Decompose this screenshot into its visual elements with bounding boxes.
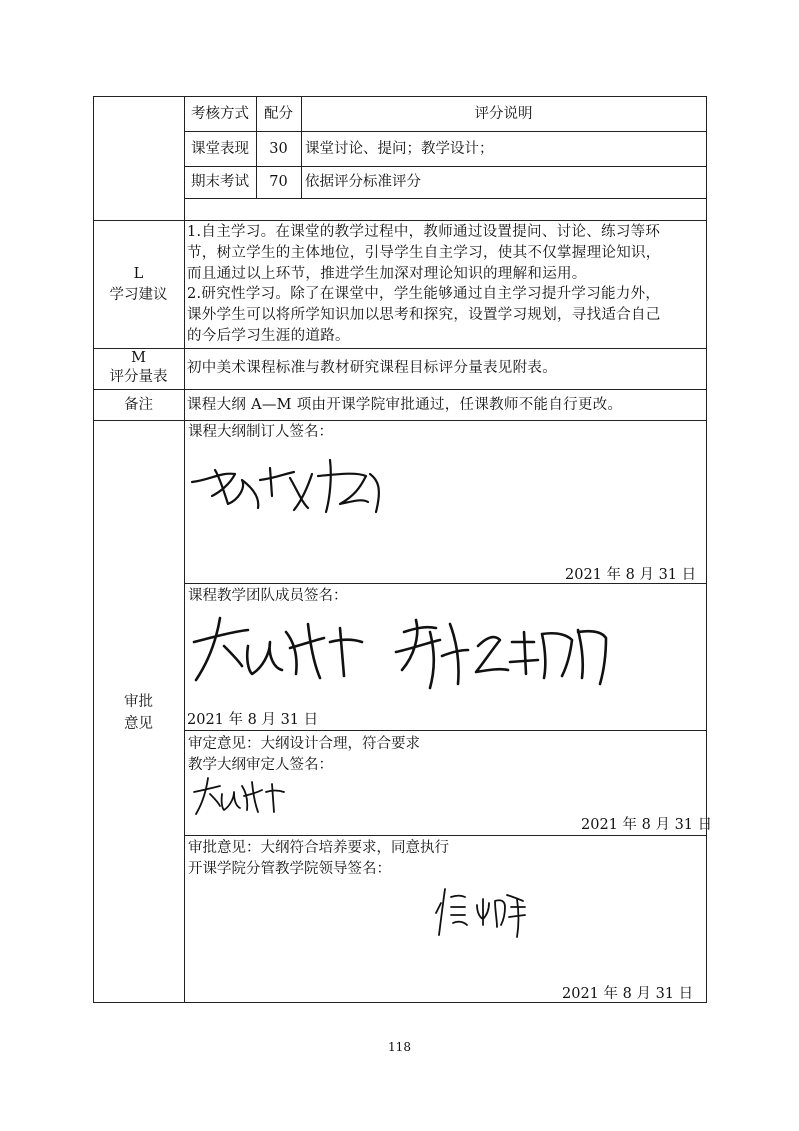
drafter-signature-label: 课程大纲制订人签名： [188, 424, 333, 440]
drafter-date: 2021 年 8 月 31 日 [565, 567, 697, 583]
section-label-approval: 审批 [124, 694, 153, 710]
assessment-method: 期末考试 [191, 174, 249, 190]
suggestion-line: 1.自主学习。在课堂的教学过程中，教师通过设置提问、讨论、练习等环 [187, 224, 661, 240]
reviewer-signature-label: 教学大纲审定人签名： [188, 757, 333, 773]
approval-divider [184, 835, 707, 836]
suggestion-line: 而且通过以上环节，推进学生加深对理论知识的理解和运用。 [187, 266, 587, 282]
leader-signature [435, 885, 530, 940]
section-label-remarks: 备注 [124, 397, 153, 413]
approval-divider [184, 730, 707, 731]
assessment-row-divider [184, 166, 706, 167]
section-label-approval-2: 意见 [124, 716, 153, 732]
assessment-method: 课堂表现 [191, 141, 249, 157]
drafter-signature [190, 452, 400, 527]
remarks-text: 课程大纲 A—M 项由开课学院审批通过，任课教师不能自行更改。 [187, 397, 623, 413]
approve-opinion: 审批意见：大纲符合培养要求，同意执行 [188, 840, 449, 856]
assessment-description: 课堂讨论、提问；教学设计； [305, 141, 494, 157]
row-divider [93, 220, 707, 221]
team-signature [190, 612, 620, 697]
assessment-right-border [706, 96, 707, 198]
page-number: 118 [388, 1040, 411, 1054]
row-divider [93, 348, 707, 349]
review-date: 2021 年 8 月 31 日 [581, 817, 713, 833]
section-code-l: L [133, 266, 144, 282]
column-divider [184, 96, 185, 1003]
suggestion-line: 的今后学习生涯的道路。 [187, 328, 350, 344]
suggestion-line: 课外学生可以将所学知识加以思考和探究，设置学习规划，寻找适合自己 [187, 307, 661, 323]
leader-signature-label: 开课学院分管教学院领导签名： [188, 861, 391, 877]
assessment-score: 30 [269, 141, 288, 157]
section-code-m: M [131, 350, 146, 366]
section-label-suggestions: 学习建议 [109, 287, 168, 303]
assessment-description: 依据评分标准评分 [305, 174, 421, 190]
section-label-rubric: 评分量表 [109, 369, 168, 385]
suggestion-line: 2.研究性学习。除了在课堂中，学生能够通过自主学习提升学习能力外， [187, 286, 661, 302]
approve-date: 2021 年 8 月 31 日 [562, 986, 694, 1002]
assessment-row-divider [184, 131, 706, 132]
review-opinion: 审定意见：大纲设计合理，符合要求 [188, 736, 420, 752]
reviewer-signature [192, 776, 292, 821]
row-divider [93, 420, 707, 421]
assessment-header-description: 评分说明 [474, 106, 533, 122]
suggestion-line: 节，树立学生的主体地位，引导学生自主学习，使其不仅掌握理论知识， [187, 245, 661, 261]
assessment-header-score: 配分 [264, 106, 293, 122]
assessment-score: 70 [269, 174, 288, 190]
assessment-row-divider [184, 198, 706, 199]
row-divider [93, 389, 707, 390]
team-date: 2021 年 8 月 31 日 [187, 712, 319, 728]
assessment-header-method: 考核方式 [191, 106, 249, 122]
rubric-text: 初中美术课程标准与教材研究课程目标评分量表见附表。 [187, 360, 557, 376]
team-signature-label: 课程教学团队成员签名： [188, 588, 348, 604]
